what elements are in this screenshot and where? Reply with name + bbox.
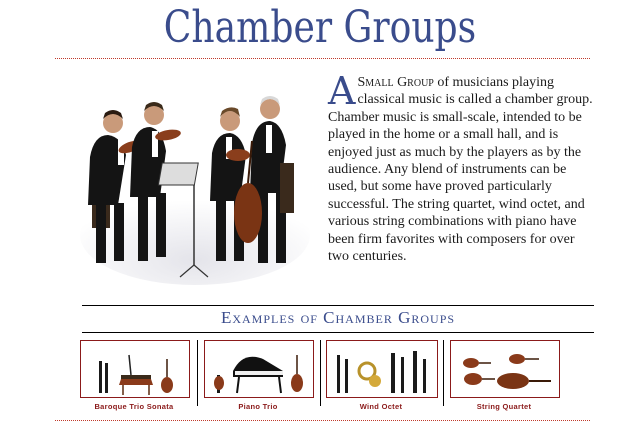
drop-cap: A [328, 69, 356, 113]
example-label-piano: Piano Trio [238, 402, 278, 411]
example-piano-trio[interactable] [204, 340, 314, 398]
example-label-baroque: Baroque Trio Sonata [94, 402, 174, 411]
section-title: Examples of Chamber Groups [220, 308, 456, 327]
example-label-wind: Wind Octet [359, 402, 403, 411]
example-divider [197, 340, 198, 406]
section-top-rule [82, 305, 594, 306]
footer-divider [55, 420, 590, 421]
intro-text: of musicians playing classical music is called a chamber group. Chamber music is small-scale, intended to be played in the home or a small hall, and is enjoyed just as much by the players as by the audience. Any blend of instruments can be used, but some have proved particularly successful. The string quartet, wind octet, and various string combinations with piano have been firm favorites with composers for over two centuries. [328, 75, 593, 265]
example-divider [443, 340, 444, 406]
page-title: Chamber Groups [163, 2, 477, 53]
example-wind-octet[interactable] [326, 340, 438, 398]
example-baroque-trio-sonata[interactable] [80, 340, 190, 398]
intro-paragraph [328, 69, 596, 265]
example-label-string: String Quartet [476, 402, 532, 411]
string-quartet-photo [70, 85, 310, 285]
title-divider [55, 58, 590, 59]
example-divider [320, 340, 321, 406]
example-string-quartet[interactable] [450, 340, 560, 398]
section-bottom-rule [82, 332, 594, 333]
intro-lead: Small Group [357, 75, 434, 90]
